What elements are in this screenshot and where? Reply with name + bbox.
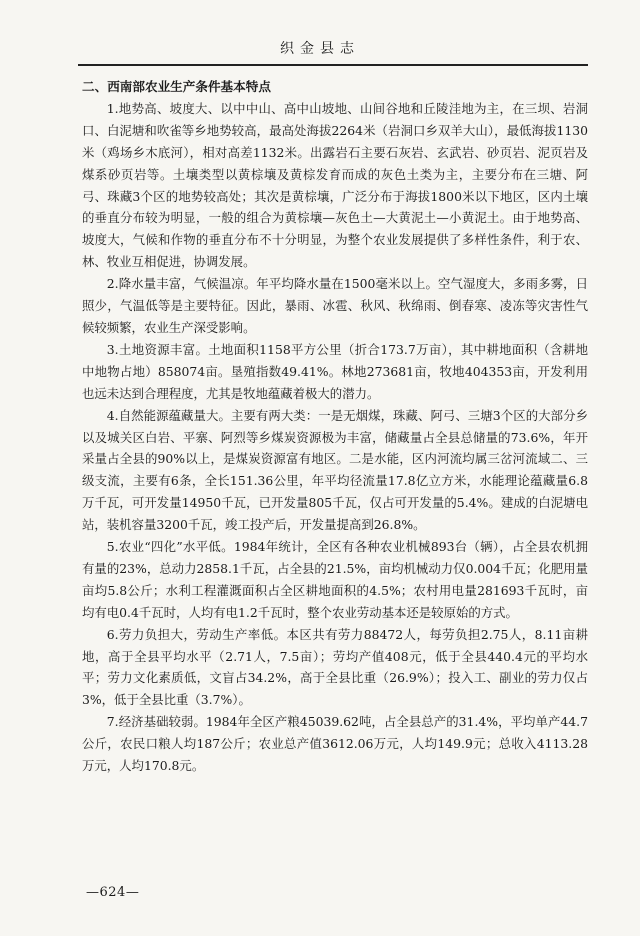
page-body bbox=[82, 76, 588, 777]
paragraph-2: 2.降水量丰富，气候温凉。年平均降水量在1500毫米以上。空气湿度大，多雨多雾，日照少，气温低等是主要特征。因此，暴雨、冰雹、秋风、秋绵雨、倒春寒、凌冻等灾害性气候较频繁，农业生产深受影响。 bbox=[82, 276, 588, 335]
running-header: 织金县志 bbox=[280, 41, 360, 57]
header-rule bbox=[78, 64, 588, 66]
section-title: 二、西南部农业生产条件基本特点 bbox=[82, 79, 271, 94]
paragraph-3: 3.土地资源丰富。土地面积1158平方公里（折合173.7万亩），其中耕地面积（含耕地中地物占地）858074亩。垦殖指数49.41%。林地273681亩，牧地404353亩，开发利用也远未达到合理程度，尤其是牧地蕴藏着极大的潜力。 bbox=[82, 341, 588, 401]
paragraph-6: 6.劳力负担大，劳动生产率低。本区共有劳力88472人，每劳负担2.75人，8.11亩耕地，高于全县平均水平（2.71人，7.5亩）；劳均产值408元，低于全县440.4元的平均水平；劳力文化素质低，文盲占34.2%，高于全县比重（26.9%）；投入工、副业的劳力仅占3%，低于全县比重（3.7%）。 bbox=[82, 626, 588, 708]
paragraph-1: 1.地势高、坡度大、以中中山、高中山坡地、山间谷地和丘陵洼地为主，在三坝、岩洞口、白泥塘和吹雀等乡地势较高，最高处海拔2264米（岩洞口乡双羊大山），最低海拔1130米（鸡场乡木底河），相对高差1132米。出露岩石主要石灰岩、玄武岩、砂页岩、泥页岩及煤系砂页岩等。土壤类型以黄棕壤及黄棕发育而成的灰色土类为主，主要分布在三塘、阿弓、珠藏3个区的地势较高处；其次是黄棕壤，广泛分布于海拔1800米以下地区，区内土壤的垂直分布较为明显，一般的组合为黄棕壤—灰色土—大黄泥土—小黄泥土。由于地势高、坡度大，气候和作物的垂直分布不十分明显，为整个农业发展提供了多样性条件，利于农、林、牧业互相促进，协调发展。 bbox=[82, 100, 588, 270]
paragraph-4: 4.自然能源蕴藏量大。主要有两大类：一是无烟煤，珠藏、阿弓、三塘3个区的大部分乡以及城关区白岩、平寨、阿烈等乡煤炭资源极为丰富，储藏量占全县总储量的73.6%，年开采量占全县的90%以上，是煤炭资源富有地区。二是水能，区内河流均属三岔河流域二、三级支流，主要有6条，全长151.36公里，年平均径流量17.8亿立方米，水能理论蕴藏量6.8万千瓦，可开发量14950千瓦，已开发量805千瓦，仅占可开发量的5.4%。建成的白泥塘电站，装机容量3200千瓦，竣工投产后，开发量提高到26.8%。 bbox=[82, 407, 588, 533]
paragraph-5: 5.农业“四化”水平低。1984年统计，全区有各种农业机械893台（辆），占全县农机拥有量的23%，总动力2858.1千瓦，占全县的21.5%，亩均机械动力仅0.004千瓦；化肥用量亩均5.8公斤；水利工程灌溉面积占全区耕地面积的4.5%；农村用电量281693千瓦时，亩均有电0.4千瓦时，人均有电1.2千瓦时，整个农业劳动基本还是较原始的方式。 bbox=[82, 539, 588, 620]
paragraph-7: 7.经济基础较弱。1984年全区产粮45039.62吨，占全县总产的31.4%，平均单产44.7公斤，农民口粮人均187公斤；农业总产值3612.06万元，人均149.9元；总收入4113.28万元，人均170.8元。 bbox=[82, 714, 588, 774]
page-number: —624— bbox=[86, 885, 140, 900]
